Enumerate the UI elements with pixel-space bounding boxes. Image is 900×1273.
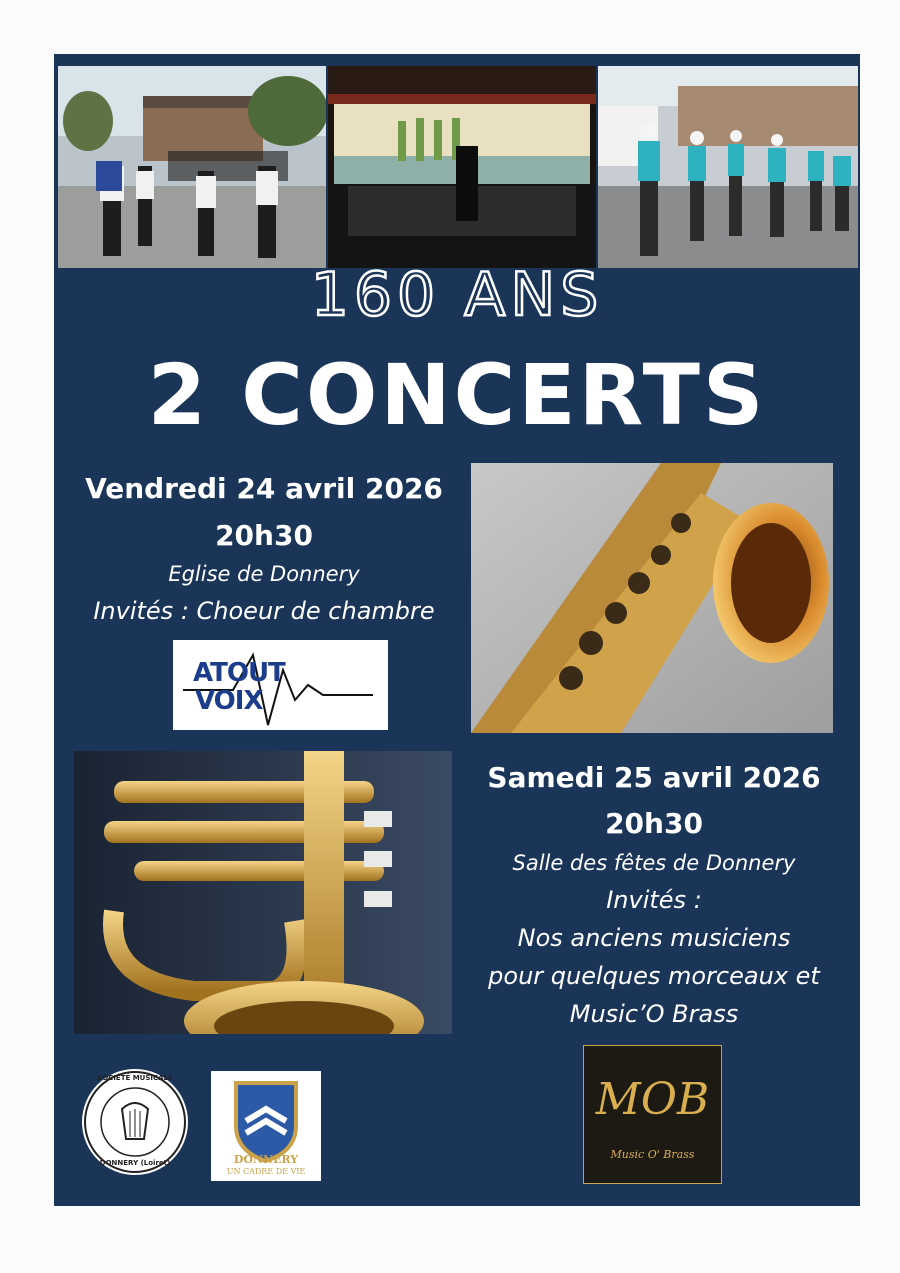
concerts-heading: 2 CONCERTS <box>147 346 767 444</box>
photo-saxophone <box>471 463 833 733</box>
music-o-brass-monogram: MOB <box>595 1074 710 1125</box>
donnery-logo-line1: DONNERY <box>233 1153 299 1166</box>
music-o-brass-name: Music O' Brass <box>610 1148 695 1161</box>
concert2-date: Samedi 25 avril 2026 <box>487 761 821 794</box>
concert1-time: 20h30 <box>215 519 313 552</box>
concert1-venue: Eglise de Donnery <box>168 562 360 586</box>
concert2-guests-label: Invités : <box>606 886 702 914</box>
donnery-logo <box>211 1071 321 1181</box>
atout-voix-logo <box>173 640 388 730</box>
concert2-guests-line1: Nos anciens musiciens <box>517 924 791 952</box>
concert1-date: Vendredi 24 avril 2026 <box>85 472 443 505</box>
photo-stage-orchestra <box>328 66 596 268</box>
societe-musicale-bottom-text: DONNERY (Loiret) <box>99 1159 171 1167</box>
atout-voix-line1: ATOUT <box>193 658 285 688</box>
concert2-guests-line3: Music’O Brass <box>569 1000 739 1028</box>
donnery-logo-line2: UN CADRE DE VIE <box>226 1167 306 1176</box>
concert2-guests-line2: pour quelques morceaux et <box>488 962 820 990</box>
concert2-time: 20h30 <box>605 807 703 840</box>
anniversary-heading: 160 ANS <box>310 260 604 330</box>
photo-marching-band <box>598 66 858 268</box>
concert2-venue: Salle des fêtes de Donnery <box>512 851 796 875</box>
photo-street-parade <box>58 66 326 268</box>
poster <box>54 54 860 1206</box>
atout-voix-line2: VOIX <box>195 686 263 716</box>
concert1-guests: Invités : Choeur de chambre <box>93 597 435 625</box>
music-o-brass-logo <box>583 1045 722 1184</box>
societe-musicale-top-text: SOCIÉTÉ MUSICALE <box>97 1074 173 1082</box>
photo-trumpet <box>74 751 452 1034</box>
societe-musicale-logo <box>82 1069 188 1175</box>
